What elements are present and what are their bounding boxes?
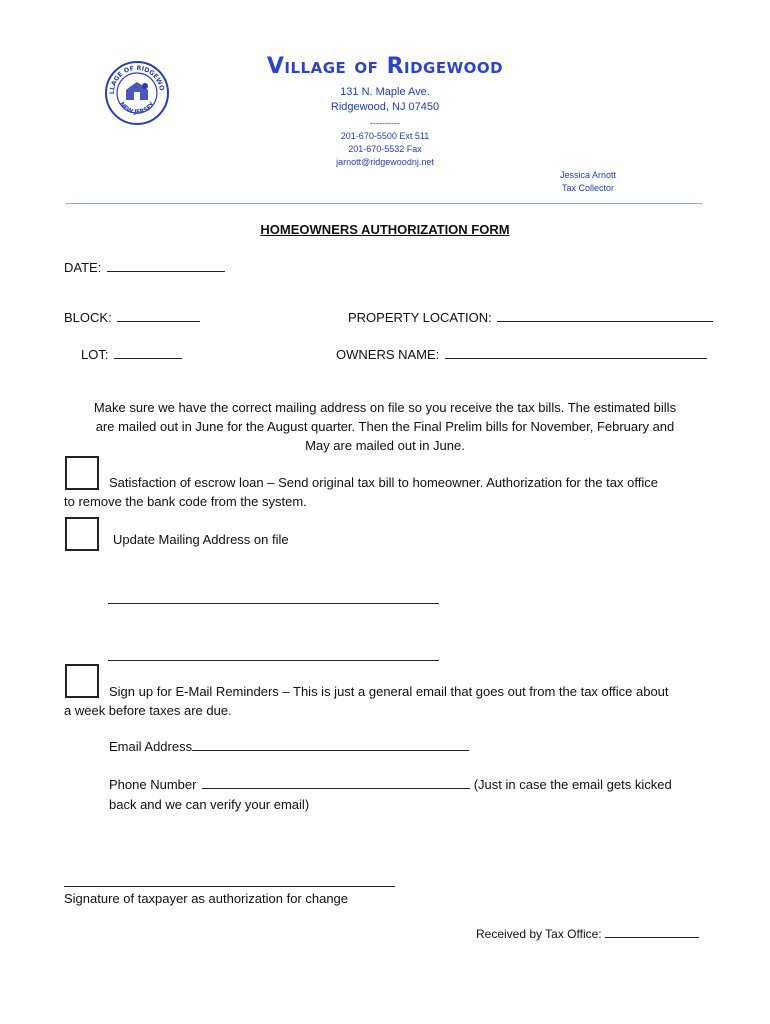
received-blank[interactable] xyxy=(605,927,699,938)
option-escrow-line-2: to remove the bank code from the system. xyxy=(64,494,307,509)
lot-blank[interactable] xyxy=(114,347,182,359)
email-address-label: Email Address xyxy=(109,739,193,754)
owners-name-blank[interactable] xyxy=(445,347,707,359)
block-label: BLOCK: xyxy=(64,310,112,325)
email-address-blank[interactable] xyxy=(192,739,469,751)
new-address-line-1[interactable] xyxy=(108,603,439,604)
phone-number-field[interactable] xyxy=(109,777,672,792)
option-update-address: Update Mailing Address on file xyxy=(113,532,289,547)
svg-text:NEW JERSEY: NEW JERSEY xyxy=(117,100,157,116)
lot-field[interactable] xyxy=(81,347,182,362)
date-blank[interactable] xyxy=(107,260,225,272)
email-address: jarnott@ridgewoodnj.net xyxy=(336,157,434,167)
email-address-field[interactable] xyxy=(109,739,469,754)
escrow-satisfaction-checkbox[interactable] xyxy=(65,456,99,490)
address-separator: ---------- xyxy=(370,118,400,128)
phone-note-line-1: (Just in case the email gets kicked xyxy=(473,777,672,792)
instructions-line-1: Make sure we have the correct mailing address on file so you receive the tax bills. The estimated bills xyxy=(93,400,677,415)
header-divider xyxy=(66,203,702,204)
option-email-line-1: Sign up for E-Mail Reminders – This is just a general email that goes out from the tax office about xyxy=(109,684,669,699)
signature-caption: Signature of taxpayer as authorization for change xyxy=(64,891,349,906)
collector-name: Jessica Arnott xyxy=(559,170,617,180)
option-escrow-line-1: Satisfaction of escrow loan – Send original tax bill to homeowner. Authorization for the tax office xyxy=(109,475,658,490)
lot-label: LOT: xyxy=(81,347,109,362)
svg-text:VILLAGE OF RIDGEWOOD: LLAGE OF RIDGEWO xyxy=(108,64,165,95)
received-by-field[interactable] xyxy=(476,927,699,941)
village-seal-icon xyxy=(104,60,170,126)
instructions-line-2: are mailed out in June for the August quarter. Then the Final Prelim bills for November, February and xyxy=(95,419,675,434)
phone-number-label: Phone Number xyxy=(109,777,197,792)
update-address-checkbox[interactable] xyxy=(65,517,99,551)
block-field[interactable] xyxy=(64,310,200,325)
fax-number: 201-670-5532 Fax xyxy=(348,144,422,154)
instructions-paragraph xyxy=(70,398,700,455)
address-line-1: 131 N. Maple Ave. xyxy=(340,86,430,98)
block-blank[interactable] xyxy=(117,310,200,322)
date-label: DATE: xyxy=(64,260,102,275)
new-address-line-2[interactable] xyxy=(108,660,439,661)
address-line-2: Ridgewood, NJ 07450 xyxy=(330,101,440,113)
phone-number: 201-670-5500 Ext 511 xyxy=(340,131,430,141)
instructions-line-3: May are mailed out in June. xyxy=(305,438,465,453)
village-title: Village of Ridgewood xyxy=(266,54,504,79)
collector-title: Tax Collector xyxy=(561,183,615,193)
form-title: HOMEOWNERS AUTHORIZATION FORM xyxy=(260,222,510,237)
property-location-blank[interactable] xyxy=(497,310,713,322)
property-location-label: PROPERTY LOCATION: xyxy=(348,310,492,325)
signature-line[interactable] xyxy=(64,886,395,887)
date-field[interactable] xyxy=(64,260,225,275)
option-email-line-2: a week before taxes are due. xyxy=(64,703,232,718)
phone-note-line-2: back and we can verify your email) xyxy=(109,797,310,812)
property-location-field[interactable] xyxy=(348,310,713,325)
owners-name-label: OWNERS NAME: xyxy=(336,347,440,362)
owners-name-field[interactable] xyxy=(336,347,707,362)
email-reminders-checkbox[interactable] xyxy=(65,664,99,698)
received-label: Received by Tax Office: xyxy=(476,927,602,941)
phone-number-blank[interactable] xyxy=(202,777,470,789)
